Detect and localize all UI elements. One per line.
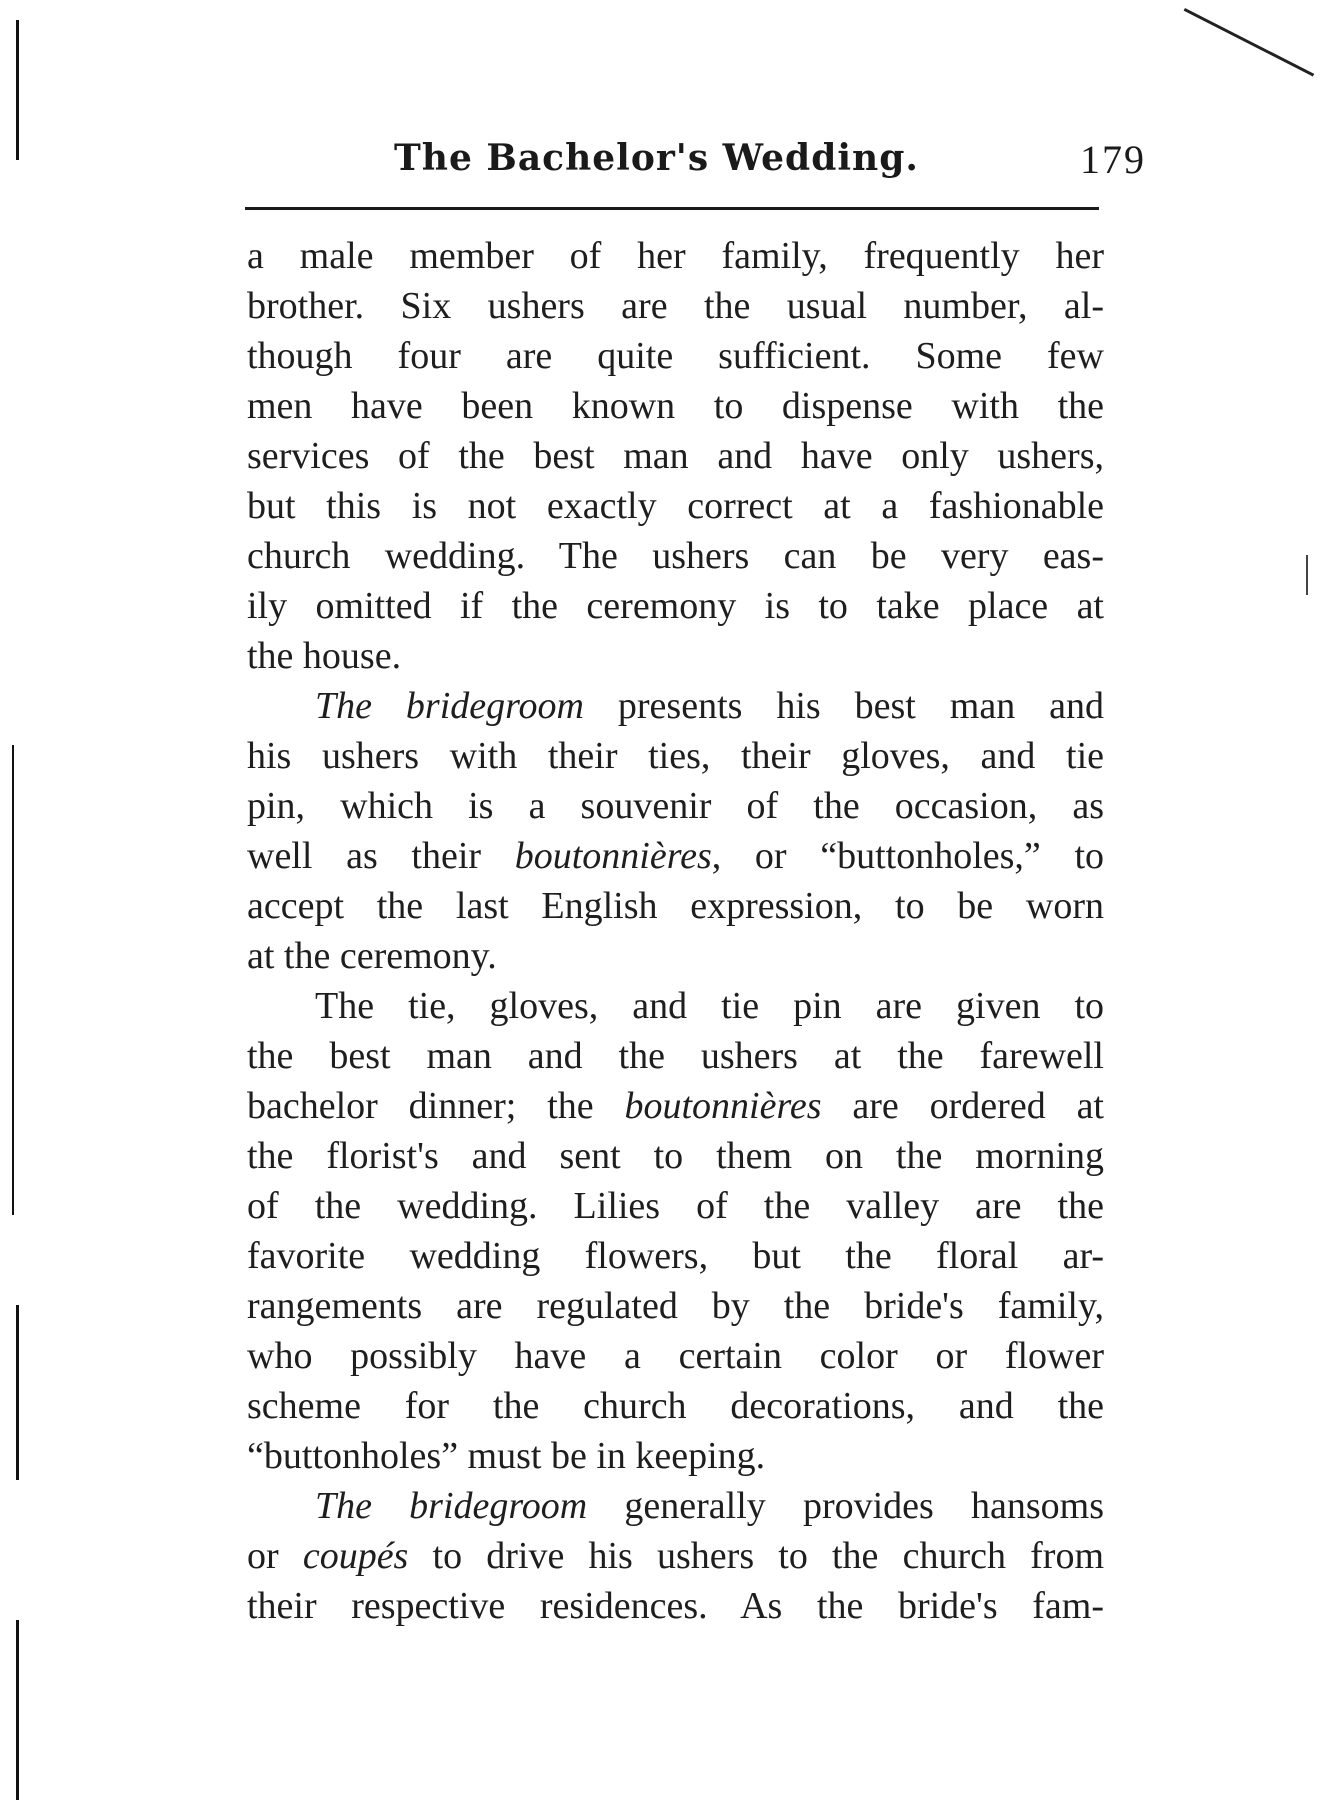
- text-line: his ushers with their ties, their gloves, and tie: [247, 735, 1104, 777]
- paragraph-1: [247, 231, 1104, 681]
- text-line: services of the best man and have only ushers,: [247, 435, 1104, 477]
- left-binding-edge-top: [16, 20, 19, 160]
- right-edge-mark: [1306, 555, 1308, 595]
- italic-span: The bridegroom presents his best man and: [315, 685, 1104, 727]
- italic-span: well as their boutonnières, or “buttonholes,” to: [247, 835, 1104, 877]
- text-line: favorite wedding flowers, but the floral ar-: [247, 1235, 1104, 1277]
- text-line: of the wedding. Lilies of the valley are the: [247, 1185, 1104, 1227]
- italic-span: The bridegroom generally provides hansoms: [315, 1485, 1104, 1527]
- left-binding-edge-lower: [16, 1305, 19, 1480]
- paragraph-2: [247, 681, 1104, 981]
- italic-text: boutonnières: [624, 1085, 822, 1127]
- text-line: but this is not exactly correct at a fashionable: [247, 485, 1104, 527]
- text-line: the florist's and sent to them on the morning: [247, 1135, 1104, 1177]
- text-line: accept the last English expression, to be worn: [247, 885, 1104, 927]
- text-line: [247, 831, 1104, 881]
- corner-scan-mark: [1184, 8, 1315, 77]
- italic-text: The bridegroom: [315, 685, 584, 727]
- left-binding-edge-mid: [12, 745, 14, 1215]
- page-number: 179: [1080, 137, 1146, 182]
- text-line: [247, 1481, 1104, 1531]
- text-line: the house.: [247, 635, 402, 677]
- text-line: pin, which is a souvenir of the occasion, as: [247, 785, 1104, 827]
- text-line: their respective residences. As the bride's fam-: [247, 1585, 1104, 1627]
- text-line: scheme for the church decorations, and the: [247, 1385, 1104, 1427]
- text-line: who possibly have a certain color or flower: [247, 1335, 1104, 1377]
- text-line: The tie, gloves, and tie pin are given to: [315, 985, 1104, 1027]
- italic-span: bachelor dinner; the boutonnières are ordered at: [247, 1085, 1104, 1127]
- body-text: [247, 231, 1104, 1631]
- italic-span: or coupés to drive his ushers to the church from: [247, 1535, 1105, 1577]
- text-line: though four are quite sufficient. Some few: [247, 335, 1104, 377]
- paragraph-4: [247, 1481, 1104, 1631]
- text-line: men have been known to dispense with the: [247, 385, 1104, 427]
- text-line: [247, 1531, 1104, 1581]
- text-line: at the ceremony.: [247, 935, 497, 977]
- text-line: a male member of her family, frequently her: [247, 235, 1104, 277]
- running-head-title: The Bachelor's Wedding.: [394, 137, 919, 179]
- text-line: rangements are regulated by the bride's family,: [247, 1285, 1104, 1327]
- italic-text: coupés: [302, 1535, 409, 1577]
- text-line: ily omitted if the ceremony is to take place at: [247, 585, 1104, 627]
- text-line: church wedding. The ushers can be very eas-: [247, 535, 1104, 577]
- italic-text: boutonnières: [514, 835, 712, 877]
- text-line: [247, 1081, 1104, 1131]
- text-line: [247, 681, 1104, 731]
- header-rule: [245, 207, 1099, 210]
- text-line: the best man and the ushers at the farewell: [247, 1035, 1104, 1077]
- left-binding-edge-bottom: [16, 1620, 19, 1800]
- text-line: “buttonholes” must be in keeping.: [247, 1435, 766, 1477]
- text-line: brother. Six ushers are the usual number, al-: [247, 285, 1104, 327]
- paragraph-3: [247, 981, 1104, 1481]
- italic-text: The bridegroom: [315, 1485, 588, 1527]
